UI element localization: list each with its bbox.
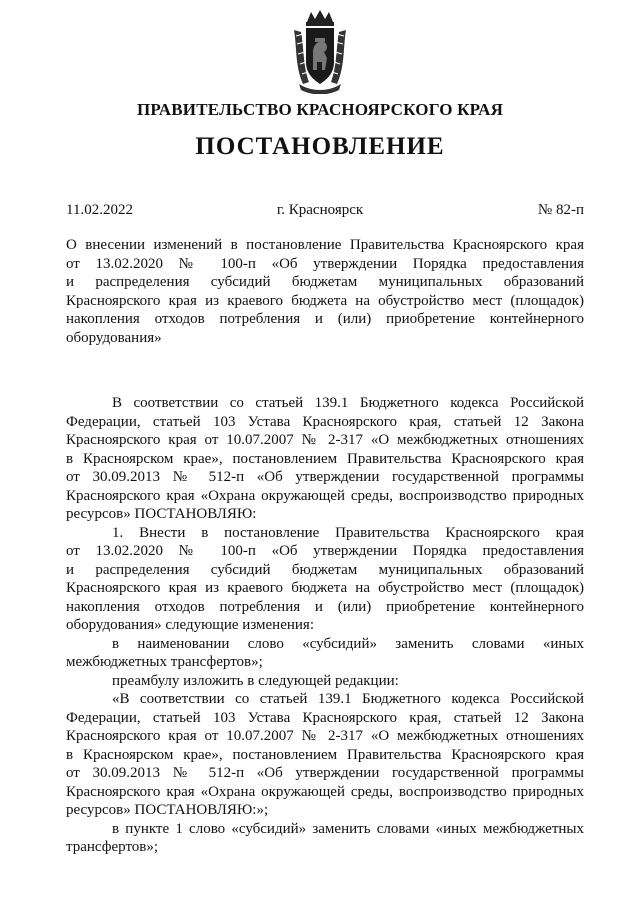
document-body bbox=[66, 394, 584, 857]
body-line: от 30.09.2013 № 512-п «Об утверждении государственной программы bbox=[66, 765, 584, 781]
body-line: и распределения субсидий бюджетам муниципальных образований bbox=[66, 561, 584, 578]
body-line: Красноярского края от 10.07.2007 № 2-317 «О межбюджетных отношениях bbox=[66, 728, 584, 744]
body-line: оборудования» следующие изменения: bbox=[66, 617, 314, 633]
government-title: ПРАВИТЕЛЬСТВО КРАСНОЯРСКОГО КРАЯ bbox=[136, 100, 504, 119]
document-city: г. Красноярск bbox=[276, 202, 364, 218]
body-line: трансфертов»; bbox=[66, 839, 159, 855]
body-line: «В соответствии со статьей 139.1 Бюджетного кодекса Российской bbox=[112, 691, 584, 707]
body-line: в Красноярском крае», постановлением Правительства Красноярского края bbox=[66, 746, 584, 763]
document-subject bbox=[66, 236, 584, 347]
body-line: накопления отходов потребления и (или) приобретение контейнерного bbox=[66, 598, 584, 615]
krasnoyarsk-coat-of-arms-emblem bbox=[291, 8, 349, 94]
body-line: Красноярского края от 10.07.2007 № 2-317 «О межбюджетных отношениях bbox=[66, 432, 584, 448]
subject-line: и распределения субсидий бюджетам муниципальных образований bbox=[66, 274, 584, 290]
body-line: В соответствии со статьей 139.1 Бюджетного кодекса Российской bbox=[112, 395, 584, 411]
subject-line: Красноярского края из краевого бюджета на обустройство мест (площадок) bbox=[66, 292, 584, 309]
body-line: Красноярского края «Охрана окружающей среды, воспроизводство природных bbox=[66, 487, 584, 504]
body-line: в наименовании слово «субсидий» заменить словами «иных bbox=[112, 635, 584, 652]
body-line: Федерации, статьей 103 Устава Красноярского края, статьей 12 Закона bbox=[66, 709, 584, 726]
body-line: межбюджетных трансфертов»; bbox=[66, 654, 263, 670]
body-line: от 13.02.2020 № 100-п «Об утверждении Порядка предоставления bbox=[66, 543, 584, 559]
body-line: Федерации, статьей 103 Устава Красноярского края, статьей 12 Закона bbox=[66, 413, 584, 430]
body-line: от 30.09.2013 № 512-п «Об утверждении государственной программы bbox=[66, 469, 584, 485]
body-line: преамбулу изложить в следующей редакции: bbox=[112, 672, 399, 689]
subject-line: оборудования» bbox=[66, 329, 162, 346]
document-number: № 82-п bbox=[537, 202, 584, 218]
subject-line: накопления отходов потребления и (или) приобретение контейнерного bbox=[66, 311, 584, 327]
body-line: ресурсов» ПОСТАНОВЛЯЮ:»; bbox=[66, 802, 269, 818]
body-line: в пункте 1 слово «субсидий» заменить словами «иных межбюджетных bbox=[112, 820, 584, 837]
body-line: Красноярского края из краевого бюджета на обустройство мест (площадок) bbox=[66, 580, 584, 596]
subject-line: от 13.02.2020 № 100-п «Об утверждении Порядка предоставления bbox=[66, 255, 584, 272]
document-date: 11.02.2022 bbox=[66, 202, 133, 218]
document-type-title: ПОСТАНОВЛЕНИЕ bbox=[195, 133, 445, 160]
subject-line: О внесении изменений в постановление Правительства Красноярского края bbox=[66, 237, 584, 253]
body-line: в Красноярском крае», постановлением Правительства Красноярского края bbox=[66, 450, 584, 467]
body-line: Красноярского края «Охрана окружающей среды, воспроизводство природных bbox=[66, 783, 584, 800]
body-line: 1. Внести в постановление Правительства Красноярского края bbox=[112, 524, 584, 541]
body-line: ресурсов» ПОСТАНОВЛЯЮ: bbox=[66, 506, 257, 522]
